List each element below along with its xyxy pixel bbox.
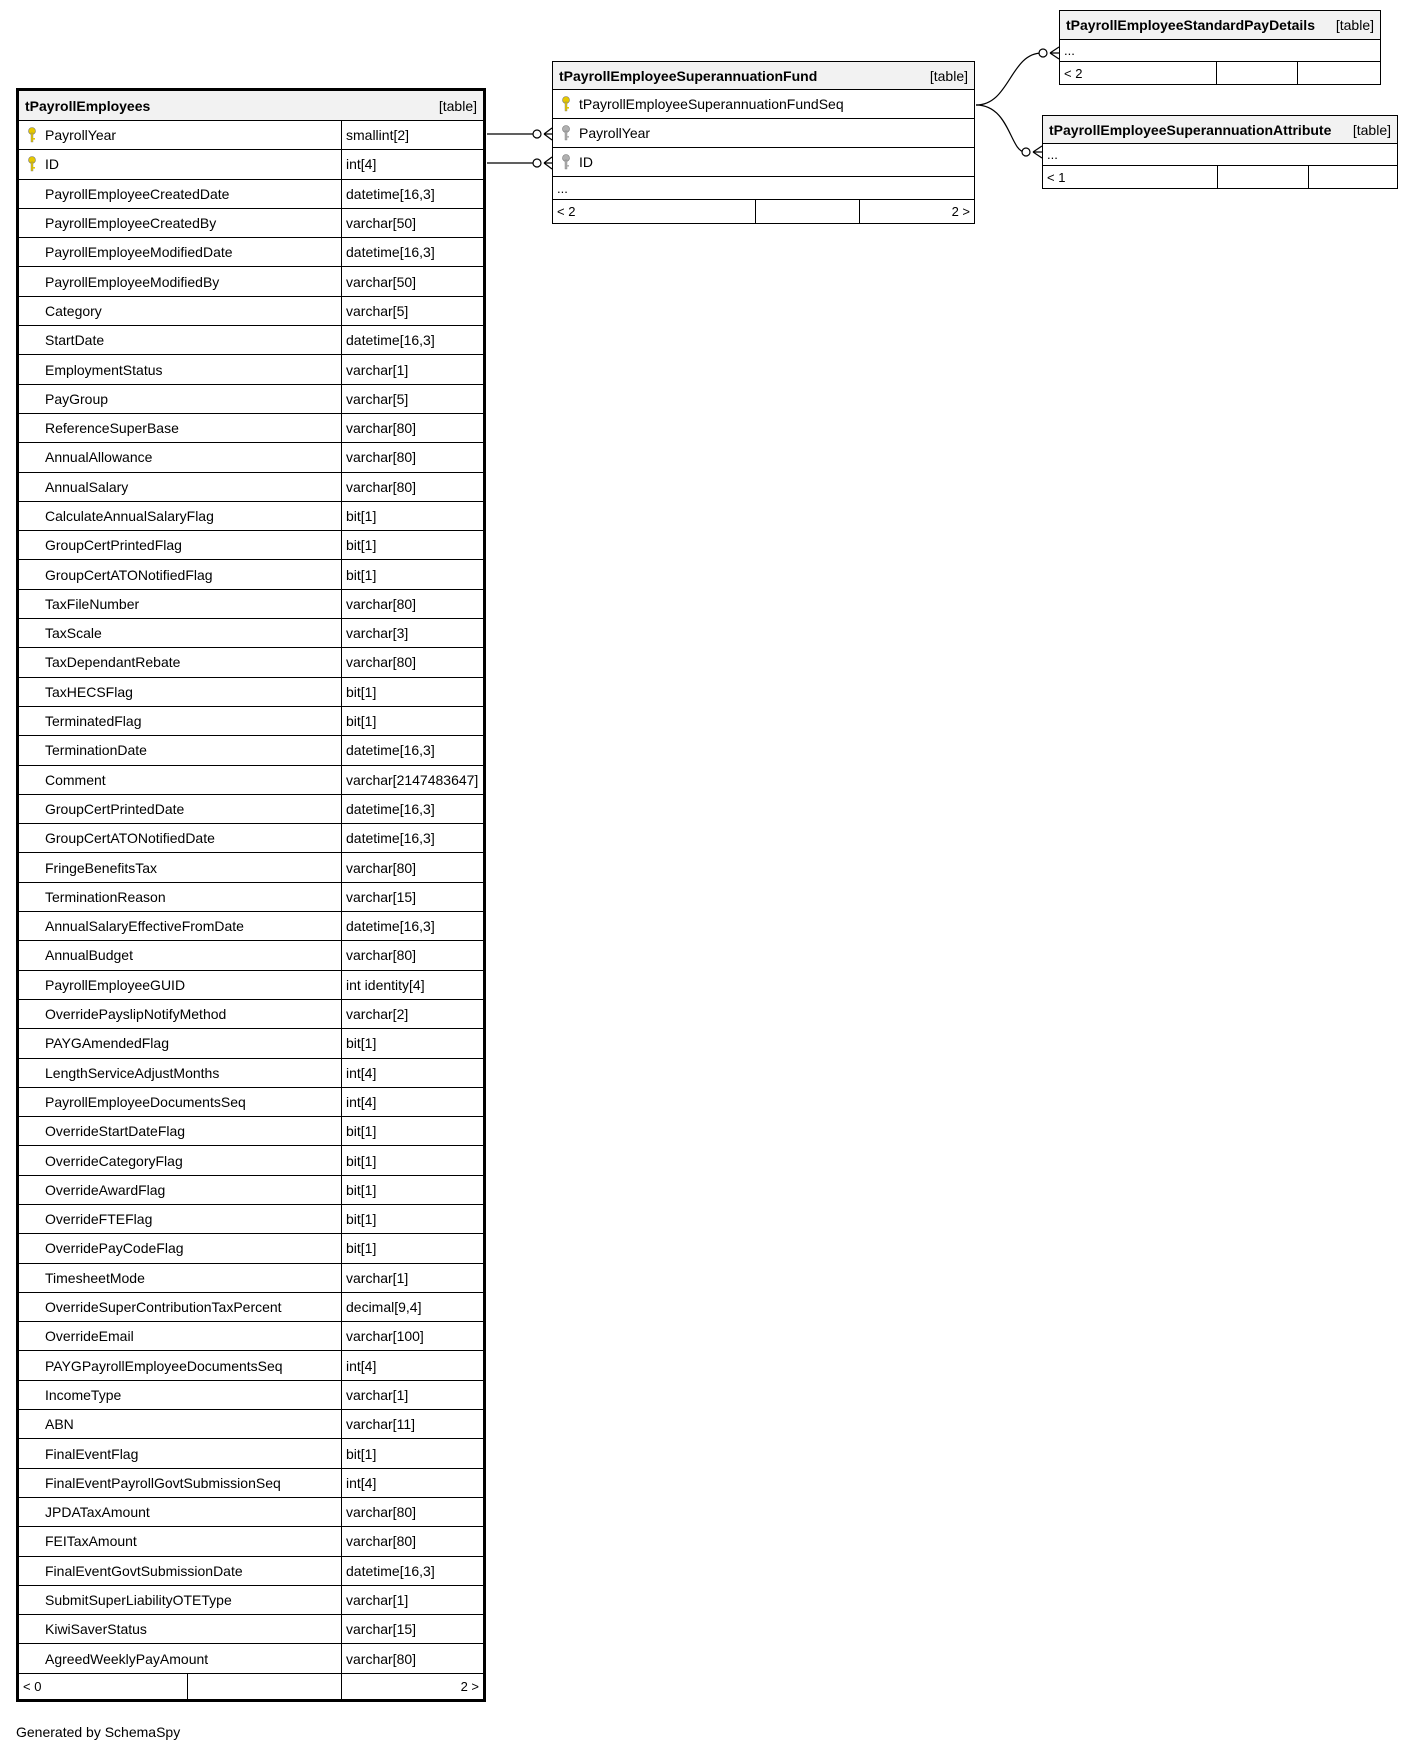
column-name: ABN <box>45 1416 74 1433</box>
column-type: varchar[100] <box>346 1328 424 1345</box>
column-name: PayrollEmployeeModifiedDate <box>45 244 233 261</box>
column-name: GroupCertPrintedDate <box>45 800 185 817</box>
crowfoot-marker <box>544 157 552 169</box>
optional-marker <box>533 159 541 167</box>
column-type: varchar[15] <box>346 1621 417 1638</box>
column-name: Comment <box>45 771 106 788</box>
column-type: varchar[3] <box>346 625 409 642</box>
column-type: bit[1] <box>346 566 377 583</box>
column-type: varchar[2147483647] <box>346 771 479 788</box>
column-name: PayrollEmployeeCreatedDate <box>45 185 230 202</box>
column-name: TerminationReason <box>45 888 166 905</box>
column-type: bit[1] <box>346 1445 377 1462</box>
column-type: int[4] <box>346 1064 377 1081</box>
column-name: PayrollEmployeeCreatedBy <box>45 215 217 232</box>
column-name: Category <box>45 302 102 319</box>
column-type: datetime[16,3] <box>346 742 435 759</box>
column-name: GroupCertPrintedFlag <box>45 537 182 554</box>
footer-parents[interactable]: < 2 <box>557 204 576 219</box>
column-type: varchar[80] <box>346 1504 417 1521</box>
column-name: PayrollYear <box>579 125 651 141</box>
column-name: AnnualBudget <box>45 947 133 964</box>
column-type: bit[1] <box>346 1035 377 1052</box>
column-name: TerminatedFlag <box>45 713 142 730</box>
column-name: OverrideAwardFlag <box>45 1181 166 1198</box>
optional-marker <box>533 130 541 138</box>
column-type: varchar[15] <box>346 888 417 905</box>
column-name: PayrollEmployeeModifiedBy <box>45 273 220 290</box>
column-name: GroupCertATONotifiedFlag <box>45 566 213 583</box>
table-kind: [table] <box>929 67 968 84</box>
column-type: varchar[2] <box>346 1006 409 1023</box>
table-name: tPayrollEmployees <box>25 97 151 114</box>
footer-children[interactable]: 2 > <box>859 200 974 223</box>
column-name: OverrideStartDateFlag <box>45 1123 186 1140</box>
column-name: SubmitSuperLiabilityOTEType <box>45 1591 232 1608</box>
table-kind: [table] <box>1352 121 1391 138</box>
column-type: datetime[16,3] <box>346 185 435 202</box>
table-kind: [table] <box>1335 17 1374 33</box>
column-type: datetime[16,3] <box>346 1562 435 1579</box>
column-type: varchar[80] <box>346 420 417 437</box>
column-name: ID <box>45 156 59 173</box>
column-name: TimesheetMode <box>45 1269 145 1286</box>
column-name: ID <box>579 154 593 170</box>
footer-children[interactable]: 2 > <box>341 1674 483 1699</box>
column-type: varchar[11] <box>346 1416 415 1433</box>
column-type: varchar[80] <box>346 859 417 876</box>
column-name: FinalEventFlag <box>45 1445 139 1462</box>
column-type: varchar[80] <box>346 449 417 466</box>
column-name: AnnualSalaryEffectiveFromDate <box>45 918 244 935</box>
column-type: bit[1] <box>346 1240 377 1257</box>
column-type: datetime[16,3] <box>346 800 435 817</box>
column-name: PayGroup <box>45 390 109 407</box>
more-columns-ellipsis: ... <box>1060 40 1380 62</box>
column-type: varchar[50] <box>346 273 417 290</box>
column-name: PayrollEmployeeGUID <box>45 976 186 993</box>
column-name: TaxFileNumber <box>45 595 140 612</box>
column-type: datetime[16,3] <box>346 918 435 935</box>
column-name: TaxDependantRebate <box>45 654 181 671</box>
column-name: FinalEventGovtSubmissionDate <box>45 1562 243 1579</box>
column-name: OverridePayslipNotifyMethod <box>45 1006 227 1023</box>
column-type: decimal[9,4] <box>346 1299 422 1316</box>
column-type: varchar[5] <box>346 302 409 319</box>
column-type: bit[1] <box>346 1181 377 1198</box>
column-name: GroupCertATONotifiedDate <box>45 830 215 847</box>
column-type: datetime[16,3] <box>346 244 435 261</box>
column-name: OverrideSuperContributionTaxPercent <box>45 1299 282 1316</box>
footer-parents[interactable]: < 2 <box>1064 65 1083 81</box>
column-name: OverrideFTEFlag <box>45 1211 153 1228</box>
column-name: CalculateAnnualSalaryFlag <box>45 508 214 524</box>
column-type: bit[1] <box>346 1123 377 1140</box>
column-type: varchar[80] <box>346 1533 417 1550</box>
column-name: PAYGAmendedFlag <box>45 1035 169 1052</box>
column-name: OverridePayCodeFlag <box>45 1240 184 1257</box>
table-name: tPayrollEmployeeStandardPayDetails <box>1066 17 1315 33</box>
column-name: KiwiSaverStatus <box>45 1621 147 1638</box>
more-columns-ellipsis: ... <box>553 177 974 200</box>
column-type: varchar[80] <box>346 595 417 612</box>
column-name: PAYGPayrollEmployeeDocumentsSeq <box>45 1357 283 1374</box>
crowfoot-marker <box>544 128 552 140</box>
column-type: int[4] <box>346 1474 377 1491</box>
column-name: TerminationDate <box>45 742 147 759</box>
column-name: TaxScale <box>45 625 102 642</box>
column-name: EmploymentStatus <box>45 361 163 378</box>
column-name: OverrideEmail <box>45 1328 134 1345</box>
crowfoot-marker <box>1033 146 1042 158</box>
column-name: AnnualSalary <box>45 478 129 495</box>
column-name: FEITaxAmount <box>45 1533 137 1550</box>
column-type: bit[1] <box>346 1152 377 1169</box>
relationship-line-standardpay <box>976 53 1042 105</box>
column-type: int[4] <box>346 1093 377 1110</box>
column-type: bit[1] <box>346 713 377 730</box>
column-name: IncomeType <box>45 1386 122 1403</box>
column-type: bit[1] <box>346 537 377 554</box>
column-name: ReferenceSuperBase <box>45 420 179 437</box>
crowfoot-marker <box>1050 47 1059 59</box>
column-type: int identity[4] <box>346 976 425 993</box>
column-type: varchar[1] <box>346 361 409 378</box>
column-name: PayrollYear <box>45 127 117 144</box>
column-type: bit[1] <box>346 683 377 700</box>
column-name: PayrollEmployeeDocumentsSeq <box>45 1093 246 1110</box>
more-columns-ellipsis: ... <box>1043 144 1397 166</box>
column-name: AnnualAllowance <box>45 449 153 466</box>
column-type: varchar[1] <box>346 1591 409 1608</box>
column-name: OverrideCategoryFlag <box>45 1152 183 1169</box>
table-kind: [table] <box>438 97 477 114</box>
column-name: JPDATaxAmount <box>45 1504 150 1521</box>
column-type: smallint[2] <box>346 127 410 144</box>
column-type: varchar[50] <box>346 215 417 232</box>
table-name: tPayrollEmployeeSuperannuationFund <box>559 67 818 84</box>
column-name: AgreedWeeklyPayAmount <box>45 1650 209 1667</box>
column-name: TaxHECSFlag <box>45 683 133 700</box>
column-type: datetime[16,3] <box>346 830 435 847</box>
generated-by-note: Generated by SchemaSpy <box>16 1724 181 1740</box>
column-name: StartDate <box>45 332 105 349</box>
optional-marker <box>1039 49 1047 57</box>
optional-marker <box>1022 148 1030 156</box>
column-name: FinalEventPayrollGovtSubmissionSeq <box>45 1474 281 1491</box>
column-type: int[4] <box>346 156 377 173</box>
table-name: tPayrollEmployeeSuperannuationAttribute <box>1049 121 1332 138</box>
column-type: datetime[16,3] <box>346 332 435 349</box>
column-name: FringeBenefitsTax <box>45 859 158 876</box>
column-name: LengthServiceAdjustMonths <box>45 1064 220 1081</box>
column-type: varchar[1] <box>346 1386 409 1403</box>
column-type: varchar[80] <box>346 654 417 671</box>
column-type: varchar[80] <box>346 478 417 495</box>
column-type: varchar[1] <box>346 1269 409 1286</box>
column-name: tPayrollEmployeeSuperannuationFundSeq <box>579 96 844 112</box>
footer-parents[interactable]: < 1 <box>1047 169 1066 185</box>
column-type: varchar[80] <box>346 947 417 964</box>
column-type: bit[1] <box>346 508 377 524</box>
column-type: varchar[5] <box>346 390 409 407</box>
column-type: bit[1] <box>346 1211 377 1228</box>
column-type: int[4] <box>346 1357 377 1374</box>
relationship-line-attribute <box>976 105 1025 152</box>
footer-parents[interactable]: < 0 <box>23 1678 42 1694</box>
column-type: varchar[80] <box>346 1650 417 1667</box>
